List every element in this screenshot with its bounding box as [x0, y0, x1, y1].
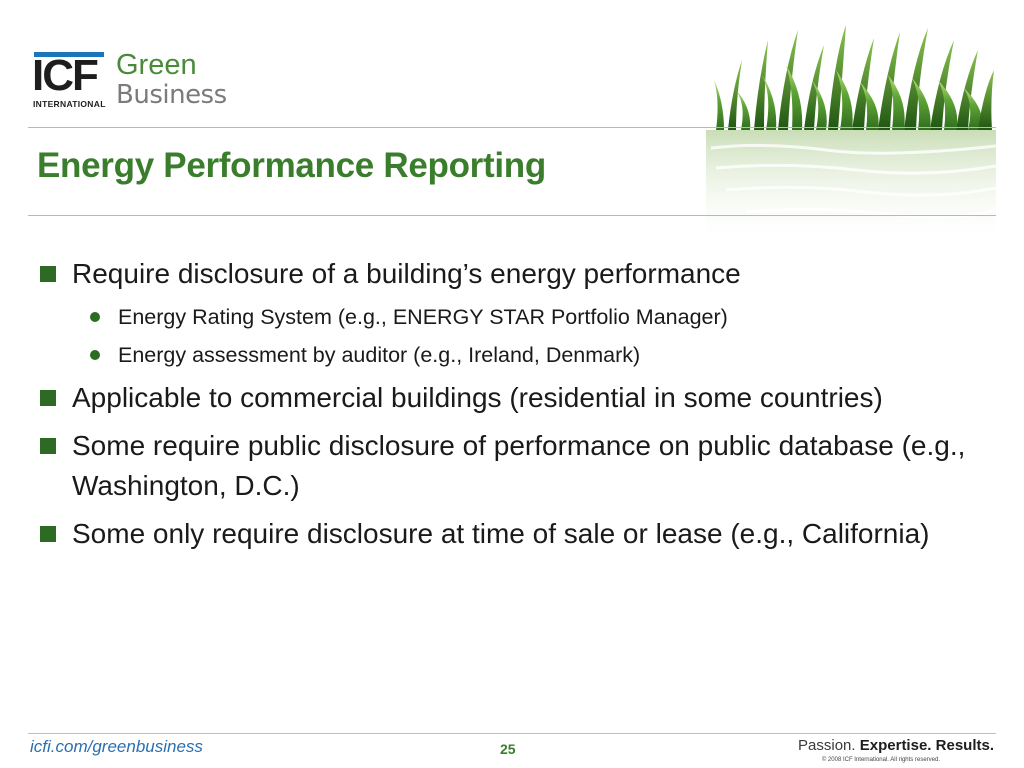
square-bullet-icon [40, 438, 56, 454]
tagline-expertise: Expertise. [859, 737, 932, 754]
logo-international-text: INTERNATIONAL [33, 99, 106, 109]
grass-blades [714, 25, 994, 130]
copyright-notice: © 2008 ICF International. All rights reserved. [821, 757, 940, 763]
title-divider [28, 215, 996, 216]
grass-reflection [706, 130, 996, 245]
header-divider [28, 127, 996, 128]
bullet-text: Some require public disclosure of performance on public database (e.g., Washington, D.C.) [72, 430, 966, 501]
slide-content [38, 254, 978, 562]
bullet-text: Applicable to commercial buildings (residential in some countries) [72, 382, 883, 413]
tagline-passion: Passion. [798, 737, 856, 754]
sub-bullet-text: Energy assessment by auditor (e.g., Ireland, Denmark) [118, 343, 641, 367]
icf-green-business-logo [32, 50, 232, 112]
sub-bullet-item [38, 340, 978, 370]
sub-bullet-text: Energy Rating System (e.g., ENERGY STAR Portfolio Manager) [118, 305, 728, 329]
bullet-text: Some only require disclosure at time of sale or lease (e.g., California) [72, 518, 930, 549]
round-bullet-icon [90, 350, 100, 360]
tagline-results: Results. [935, 737, 994, 754]
grass-image [706, 20, 996, 245]
round-bullet-icon [90, 312, 100, 322]
footer-divider [28, 733, 996, 734]
bullet-item [38, 378, 978, 418]
square-bullet-icon [40, 390, 56, 406]
sub-bullet-item [38, 302, 978, 332]
footer-website-link[interactable]: icfi.com/greenbusiness [30, 737, 203, 756]
logo-icf-text: ICF [32, 51, 97, 100]
bullet-text: Require disclosure of a building’s energy performance [72, 258, 741, 289]
square-bullet-icon [40, 266, 56, 282]
bullet-item [38, 514, 978, 554]
tagline [798, 737, 994, 754]
logo-business-text: Business [116, 80, 227, 110]
slide-title: Energy Performance Reporting [37, 146, 546, 185]
page-number: 25 [500, 741, 516, 757]
bullet-item [38, 254, 978, 294]
square-bullet-icon [40, 526, 56, 542]
bullet-item [38, 426, 978, 506]
logo-green-text: Green [116, 49, 197, 81]
